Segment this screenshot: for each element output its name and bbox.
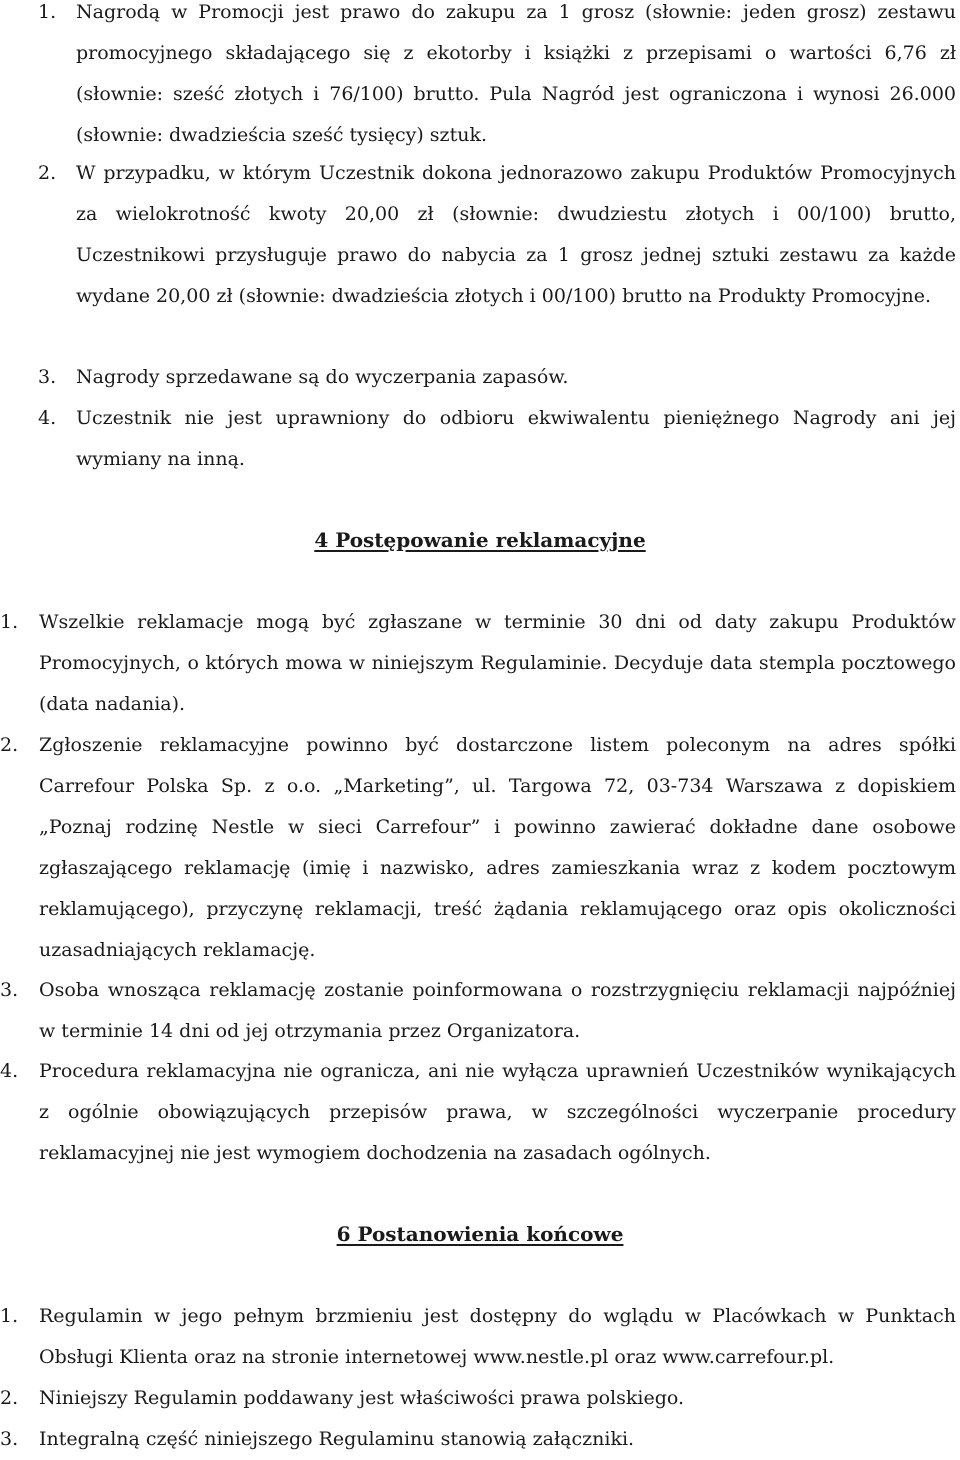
item-text: Wszelkie reklamacje mogą być zgłaszane w terminie 30 dni od daty zakupu Produktów Promocyjnych, o których mowa w niniejszym Regulaminie. Decyduje data stempla pocztowego (data nadania). <box>39 611 956 715</box>
item-text: Nagrodą w Promocji jest prawo do zakupu za 1 grosz (słownie: jeden grosz) zestawu promocyjnego składającego się z ekotorby i książki z przepisami o wartości 6,76 zł (słownie: sześć złotych i 76/100) brutto. Pula Nagród jest ograniczona i wynosi 26.000 (słownie: dwadzieścia sześć tysięcy) sztuk. <box>76 1 956 146</box>
section-heading <box>0 525 960 555</box>
item-text: Uczestnik nie jest uprawniony do odbioru ekwiwalentu pieniężnego Nagrody ani jej wymiany na inną. <box>76 407 956 470</box>
item-number: 2. <box>38 162 57 184</box>
item-text: Osoba wnosząca reklamację zostanie poinformowana o rozstrzygnięciu reklamacji najpóźniej w terminie 14 dni od jej otrzymania przez Organizatora. <box>39 979 956 1042</box>
item-number: 4. <box>0 1060 19 1082</box>
list-item <box>0 398 960 480</box>
item-text: Niniejszy Regulamin poddawany jest właściwości prawa polskiego. <box>39 1387 685 1409</box>
item-text: Procedura reklamacyjna nie ogranicza, ani nie wyłącza uprawnień Uczestników wynikających z ogólnie obowiązujących przepisów prawa, w szczególności wyczerpanie procedury reklamacyjnej nie jest wymogiem dochodzenia na zasadach ogólnych. <box>39 1060 956 1164</box>
item-number: 1. <box>38 1 57 23</box>
list-item <box>0 725 960 971</box>
list-item <box>0 0 960 156</box>
item-text: W przypadku, w którym Uczestnik dokona jednorazowo zakupu Produktów Promocyjnych za wielokrotność kwoty 20,00 zł (słownie: dwudziestu złotych i 00/100) brutto, Uczestnikowi przysługuje prawo do nabycia za 1 grosz jednej sztuki zestawu za każde wydane 20,00 zł (słownie: dwadzieścia złotych i 00/100) brutto na Produkty Promocyjne. <box>76 162 956 307</box>
list-item <box>0 1378 960 1419</box>
item-number: 1. <box>0 611 19 633</box>
item-number: 2. <box>0 734 19 756</box>
list-item <box>0 357 960 398</box>
section-heading-text: 4 Postępowanie reklamacyjne <box>314 528 646 552</box>
item-number: 2. <box>0 1387 19 1409</box>
item-number: 4. <box>38 407 57 429</box>
list-item <box>0 970 960 1052</box>
item-text: Regulamin w jego pełnym brzmieniu jest dostępny do wglądu w Placówkach w Punktach Obsługi Klienta oraz na stronie internetowej www.nestle.pl oraz www.carrefour.pl. <box>39 1305 956 1368</box>
list-item <box>0 153 960 358</box>
item-text: Zgłoszenie reklamacyjne powinno być dostarczone listem poleconym na adres spółki Carrefour Polska Sp. z o.o. „Marketing”, ul. Targowa 72, 03-734 Warszawa z dopiskiem „Poznaj rodzinę Nestle w sieci Carrefour” i powinno zawierać dokładne dane osobowe zgłaszającego reklamację (imię i nazwisko, adres zamieszkania wraz z kodem pocztowym reklamującego), przyczynę reklamacji, treść żądania reklamującego oraz opis okoliczności uzasadniających reklamację. <box>39 734 956 961</box>
item-text: Nagrody sprzedawane są do wyczerpania zapasów. <box>76 366 569 388</box>
list-item <box>0 602 960 725</box>
section-heading <box>0 1219 960 1249</box>
item-number: 3. <box>0 979 19 1001</box>
list-item <box>0 1051 960 1174</box>
item-text: Integralną część niniejszego Regulaminu stanowią załączniki. <box>39 1428 635 1450</box>
list-item <box>0 1296 960 1378</box>
item-number: 3. <box>38 366 57 388</box>
item-number: 1. <box>0 1305 19 1327</box>
section-heading-text: 6 Postanowienia końcowe <box>336 1222 624 1246</box>
item-number: 3. <box>0 1428 19 1450</box>
